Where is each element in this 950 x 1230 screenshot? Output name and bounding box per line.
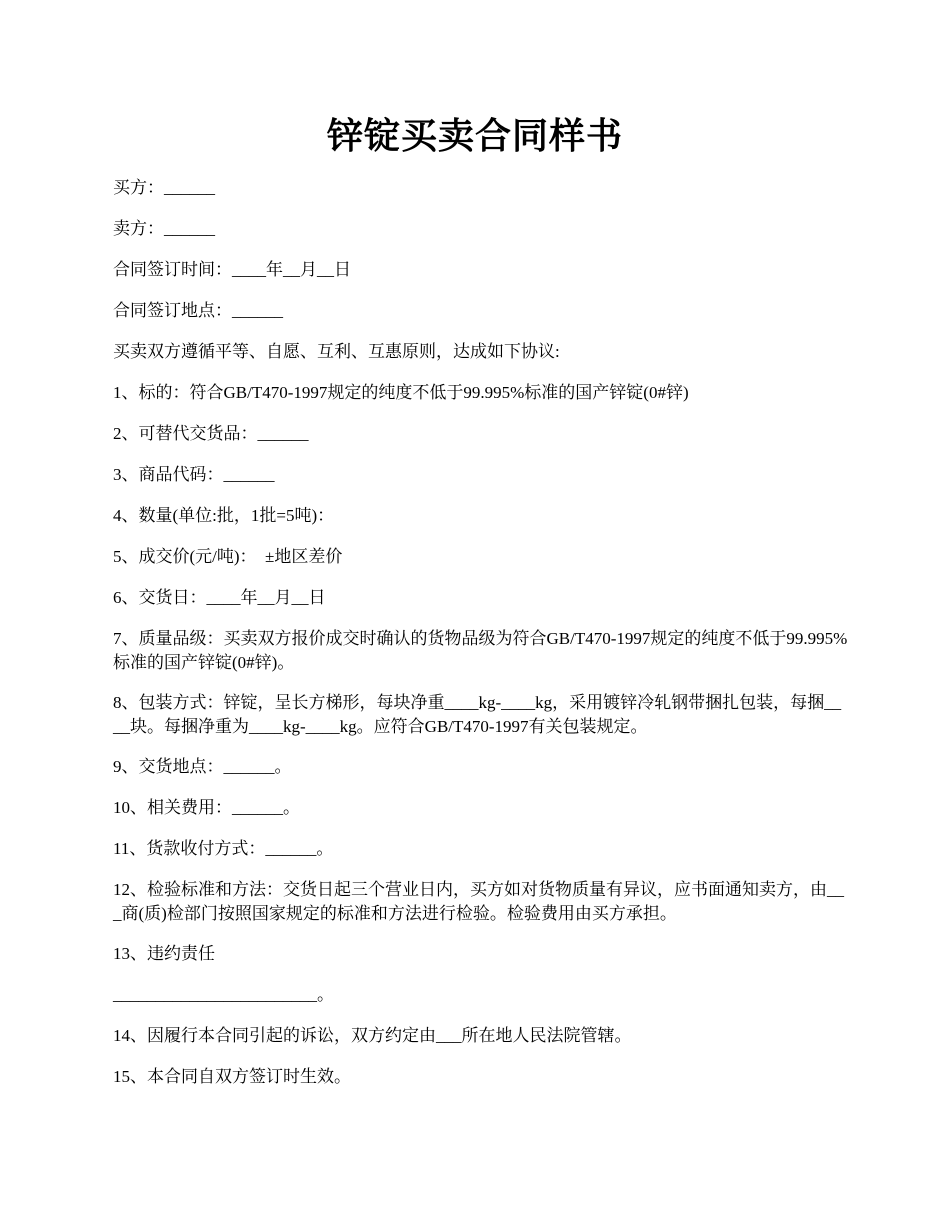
clause-1-subject: 1、标的：符合GB/T470-1997规定的纯度不低于99.995%标准的国产锌锭(0#锌) [113,383,689,402]
signing-date-line: 合同签订时间：____年__月__日 [113,260,351,279]
seller-line: 卖方：______ [113,219,215,238]
clause-7-quality: 7、质量品级：买卖双方报价成交时确认的货物品级为符合GB/T470-1997规定的纯度不低于99.995%标准的国产锌锭(0#锌)。 [113,629,848,672]
clause-4-quantity: 4、数量(单位:批，1批=5吨)： [113,506,335,525]
agreement-intro: 买卖双方遵循平等、自愿、互利、互惠原则，达成如下协议: [113,342,560,361]
clause-2-substitute-goods: 2、可替代交货品：______ [113,424,309,443]
signing-place-line: 合同签订地点：______ [113,301,283,320]
clause-10-fees: 10、相关费用：______。 [113,798,300,817]
clause-13-blank-line: ________________________。 [113,985,334,1004]
document-body [113,176,848,1106]
clause-3-product-code: 3、商品代码：______ [113,465,275,484]
clause-5-price: 5、成交价(元/吨)： ±地区差价 [113,547,343,566]
clause-8-packaging: 8、包装方式：锌锭，呈长方梯形，每块净重____kg-____kg，采用镀锌冷轧钢带捆扎包装，每捆____块。每捆净重为____kg-____kg。应符合GB/T470-1997有关包装规定。 [113,693,842,736]
clause-11-payment: 11、货款收付方式：______。 [113,839,334,858]
document-title: 锌锭买卖合同样书 [326,116,623,156]
clause-9-delivery-place: 9、交货地点：______。 [113,757,292,776]
clause-14-jurisdiction: 14、因履行本合同引起的诉讼，双方约定由___所在地人民法院管辖。 [113,1026,632,1045]
clause-6-delivery-date: 6、交货日：____年__月__日 [113,588,326,607]
buyer-line: 买方：______ [113,178,215,197]
clause-15-effect: 15、本合同自双方签订时生效。 [113,1067,351,1086]
clause-13-liability: 13、违约责任 [113,944,215,963]
clause-12-inspection: 12、检验标准和方法：交货日起三个营业日内，买方如对货物质量有异议，应书面通知卖方，由___商(质)检部门按照国家规定的标准和方法进行检验。检验费用由买方承担。 [113,880,844,923]
